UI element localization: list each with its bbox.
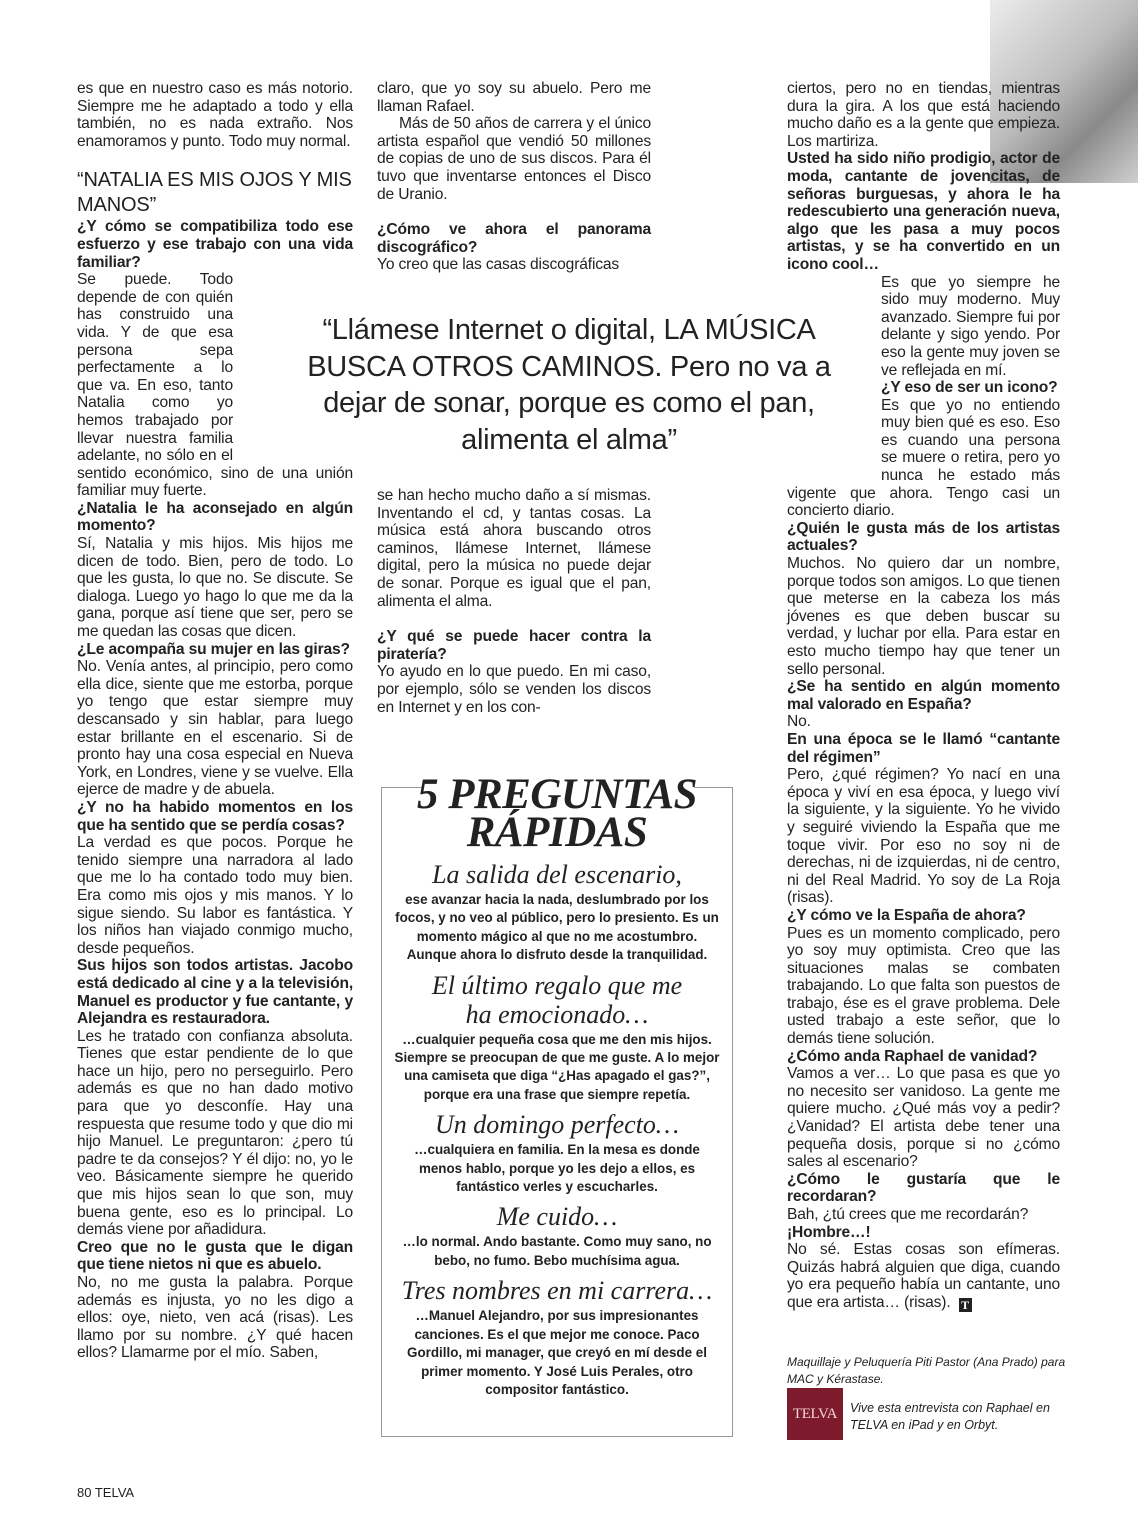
promo-text: Vive esta entrevista con Raphael en TELVA en iPad y en Orbyt.	[850, 1401, 1050, 1432]
quick-answer: …lo normal. Ando bastante. Como muy sano, no bebo, no fumo. Bebo muchísima agua.	[402, 1234, 712, 1268]
paragraph: Más de 50 años de carrera y el único artista español que vendió 50 millones de copias de uno de sus discos. Para él tuvo que inventarse entonces el Disco de Uranio.	[377, 115, 651, 203]
question: ¿Y eso de ser un icono?	[881, 379, 1058, 397]
quick-answer: …cualquier pequeña cosa que me den mis hijos. Siempre se preocupan de que me guste. A lo mejor una camiseta que diga “¿Has apagado el gas?”, porque era una frase que siempre repetía.	[394, 1031, 720, 1102]
paragraph: es que en nuestro caso es más notorio. Siempre me he adaptado a todo y ella también, no es nada extraño. Nos enamoramos y punto. Todo muy normal.	[77, 80, 353, 150]
answer-text: No sé. Estas cosas son efímeras. Quizás habrá alguien que diga, cuando yo era pequeño había un cantante, uno que era artista… (risas).	[787, 1241, 1060, 1311]
question: Usted ha sido niño prodigio, actor de moda, cantante de jovencitas, de señoras burguesas, y ahora le ha redescubierto una generación nueva, algo que les pasa a muy pocos artistas, y se ha convertido en un icono cool…	[787, 150, 1060, 273]
answer: La verdad es que pocos. Porque he tenido siempre una narradora al lado que me lo ha contado todo muy bien. Era como mis ojos y mis manos. Y lo sigue siendo. Su labor es fantástica. Y los niños han viajado conmigo mucho, desde pequeños.	[77, 834, 353, 957]
answer: Vamos a ver… Lo que pasa es que yo no necesito ser vanidoso. La gente me quiere mucho. ¿Qué más voy a pedir? ¿Vanidad? El artista debe tener una pequeña dosis, porque si no ¿cómo sales al escenario?	[787, 1065, 1060, 1171]
answer: Les he tratado con confianza absoluta. Tienes que estar pendiente de lo que hace un hijo, pero no perseguirlo. Pero además es que no han dado motivo para que yo desconfíe. Hay una respuesta que resume todo y que dio mi hijo Manuel. Le preguntaron: ¿pero tú padre te da consejos? Y él dijo: no, yo le veo. Básicamente siempre he querido que mis hijos sean lo que son, muy buena gente, eso es lo principal. Lo demás viene por añadidura.	[77, 1027, 353, 1239]
answer: se han hecho mucho daño a sí mismas. Inventando el cd, y tantas cosas. La música está ahora buscando otros caminos, llámese Internet, llámese digital, pero la música no puede dejar de sonar. Porque es igual que el pan, alimenta el alma.	[377, 487, 651, 610]
quick-question-heading: Un domingo perfecto…	[434, 1110, 680, 1140]
answer: Bah, ¿tú crees que me recordarán?	[787, 1206, 1029, 1223]
box-title-line-2: RÁPIDAS	[466, 809, 648, 856]
answer: Se puede. Todo depende de con quién has construido una vida. Y de que esa persona sepa perfectamente a lo que va. En eso, tanto Natalia como yo hemos trabajado por llevar nuestra familia adelante, no sólo en el sentido económico, sino de una unión familiar muy fuerte.	[77, 271, 353, 500]
question: ¿Y no ha habido momentos en los que ha sentido que se perdía cosas?	[77, 798, 353, 834]
quick-question-heading: El último regalo que me ha emocionado…	[431, 970, 683, 1029]
box-title	[382, 771, 732, 856]
promo	[787, 1388, 1067, 1440]
quick-question-heading: Me cuido…	[496, 1202, 618, 1232]
question: En una época se le llamó “cantante del régimen”	[787, 730, 1060, 766]
answer: Yo creo que las casas discográficas	[377, 256, 620, 274]
quick-question-heading: La salida del escenario,	[432, 860, 682, 889]
page-folio: 80 TELVA	[77, 1485, 135, 1500]
answer: Pues es un momento complicado, pero yo soy muy optimista. Creo que las situaciones malas se combaten trabajando. Lo que falta son puestos de trabajo, ése es el grave problema. Dele usted trabajo a este señor, que lo demás tiene solución.	[787, 924, 1060, 1048]
column-2-top	[377, 80, 651, 274]
credits-caption: Maquillaje y Peluquería Piti Pastor (Ana Prado) para MAC y Kérastase.	[787, 1355, 1066, 1386]
question: ¡Hombre…!	[787, 1223, 871, 1241]
question: ¿Natalia le ha aconsejado en algún momento?	[77, 499, 353, 535]
answer: Sí, Natalia y mis hijos. Mis hijos me dicen de todo. Bien, pero de todo. Lo que les gusta, lo que no. Se discute. Se dialoga. Luego yo hago lo que me da la gana, porque así tiene que ser, pero se me quedan las cosas que dicen.	[77, 535, 353, 641]
section-heading: “NATALIA ES MIS OJOS Y MIS MANOS”	[77, 169, 352, 217]
column-1	[77, 80, 353, 1362]
question: ¿Cómo ve ahora el panorama discográfico?	[377, 221, 651, 256]
question: ¿Cómo anda Raphael de vanidad?	[787, 1047, 1038, 1065]
quick-answer: …cualquiera en familia. En la mesa es donde menos hablo, porque yo les dejo a ellos, es fantástico verles y escucharles.	[414, 1142, 700, 1195]
answer: Muchos. No quiero dar un nombre, porque todos son amigos. Lo que tienen que meterse en la cabeza los más jóvenes es que deben buscar su verdad, y luchar por ella. Para estar en esto mucho tiempo hay que tener un sello personal.	[787, 555, 1060, 678]
question: ¿Y cómo ve la España de ahora?	[787, 906, 1026, 924]
answer: No. Venía antes, al principio, pero como ella dice, siente que me estorba, porque yo tengo que estar siempre muy descansado y sin hablar, para luego estar brillante en el escenario. Si de pronto hay una cosa especial en Nueva York, en Londres, viene y se vuelve. Ella ejerce de madre y de abuela.	[77, 658, 353, 799]
question: ¿Y qué se puede hacer contra la piratería?	[377, 628, 651, 663]
paragraph: claro, que yo soy su abuelo. Pero me llaman Rafael.	[377, 80, 651, 115]
question: ¿Le acompaña su mujer en las giras?	[77, 640, 350, 658]
quick-question-heading: Tres nombres en mi carrera…	[401, 1276, 713, 1306]
question: ¿Quién le gusta más de los artistas actuales?	[787, 519, 1060, 555]
quick-answer: …Manuel Alejandro, por sus impresionantes canciones. Es el que mejor me conoce. Paco Gordillo, mi manager, que creyó en mí desde el primer momento. Y José Luis Perales, otro compositor fantástico.	[407, 1308, 707, 1397]
end-mark-icon: T	[959, 1298, 972, 1312]
column-2-bottom	[377, 487, 651, 716]
question: ¿Cómo le gustaría que le recordaran?	[787, 1170, 1060, 1206]
pull-quote: “Llámese Internet o digital, LA MÚSICA BUSCA OTROS CAMINOS. Pero no va a dejar de sonar, porque es como el pan, alimenta el alma”	[307, 314, 831, 456]
answer: No, no me gusta la palabra. Porque además es injusta, yo no les digo a ellos: oye, nieto, ven acá (risas). Les llamo por su nombre. ¿Y qué hacen ellos? Llamarme por el mío. Saben,	[77, 1274, 353, 1362]
quick-answer: ese avanzar hacia la nada, deslumbrado por los focos, y no veo al público, pero lo presiento. Es un momento mágico al que no me acostumbro. Aunque ahora lo disfruto desde la tranquilidad.	[395, 892, 719, 963]
answer: No.	[787, 713, 811, 731]
question: Sus hijos son todos artistas. Jacobo está dedicado al cine y a la televisión, Manuel es productor y fue cantante, y Alejandra es restauradora.	[77, 957, 353, 1028]
quick-questions-box	[381, 771, 733, 1437]
question: Creo que no le gusta que le digan que tiene nietos ni que es abuelo.	[77, 1238, 353, 1274]
answer	[787, 1241, 1060, 1312]
box-title-line-1: 5 PREGUNTAS	[416, 771, 698, 818]
telva-logo: TELVA	[787, 1388, 843, 1440]
answer: Yo ayudo en lo que puedo. En mi caso, por ejemplo, sólo se venden los discos en Internet y en los con-	[377, 663, 651, 716]
question: ¿Se ha sentido en algún momento mal valorado en España?	[787, 678, 1060, 713]
column-3	[787, 80, 1060, 1312]
box-content	[392, 860, 722, 1405]
answer: Es que yo no entiendo muy bien qué es eso. Eso es cuando una persona se muere o retira, pero yo nunca he estado más vigente que ahora. Tengo casi un concierto diario.	[787, 396, 1060, 520]
answer: Es que yo siempre he sido muy moderno. Muy avanzado. Siempre fui por delante y sigo yendo. Por eso la gente muy joven se ve reflejada en mí.	[881, 273, 1060, 379]
paragraph: ciertos, pero no en tiendas, mientras dura la gira. A los que está haciendo mucho daño es a la gente que empieza. Los martiriza.	[787, 80, 1060, 150]
answer: Pero, ¿qué régimen? Yo nací en una época y viví en esa época, y luego viví la siguiente, y la siguiente. Yo he vivido y seguiré viviendo la España que me toque vivir. Por eso no soy ni de derechas, ni de izquierdas, ni de centro, ni del Real Madrid. Yo soy de La Roja (risas).	[787, 766, 1060, 907]
question: ¿Y cómo se compatibiliza todo ese esfuerzo y ese trabajo con una vida familiar?	[77, 218, 353, 271]
